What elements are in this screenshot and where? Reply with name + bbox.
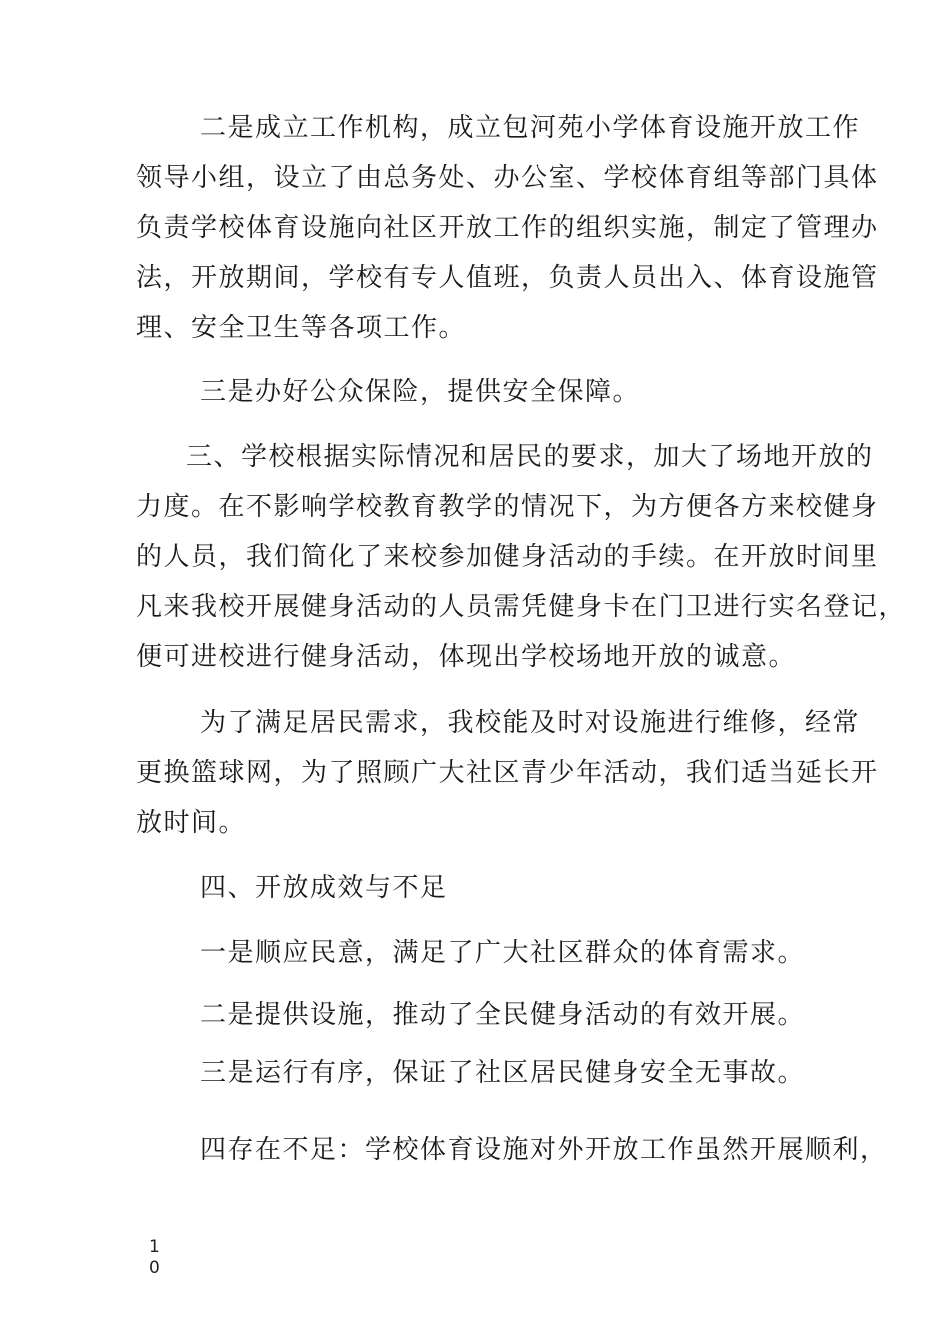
text-line: 一是顺应民意，满足了广大社区群众的体育需求。 <box>200 938 806 968</box>
text-line: 的人员，我们简化了来校参加健身活动的手续。在开放时间里 <box>136 542 879 572</box>
page-number: 0 <box>149 1258 160 1278</box>
section-heading-four: 四、开放成效与不足 <box>200 873 448 903</box>
text-line: 更换篮球网，为了照顾广大社区青少年活动，我们适当延长开 <box>136 758 879 788</box>
text-line: 三是运行有序，保证了社区居民健身安全无事故。 <box>200 1058 806 1088</box>
text-line: 放时间。 <box>136 808 247 838</box>
section-heading-three: 三、学校根据实际情况和居民的要求，加大了场地开放的 <box>186 442 874 472</box>
text-line: 凡来我校开展健身活动的人员需凭健身卡在门卫进行实名登记， <box>136 592 907 622</box>
text-line: 力度。在不影响学校教育教学的情况下，为方便各方来校健身 <box>136 492 879 522</box>
text-line: 理、安全卫生等各项工作。 <box>136 313 467 343</box>
text-line: 四存在不足：学校体育设施对外开放工作虽然开展顺利， <box>200 1135 888 1165</box>
text-line: 领导小组，设立了由总务处、办公室、学校体育组等部门具体 <box>136 163 879 193</box>
text-line: 法，开放期间，学校有专人值班，负责人员出入、体育设施管 <box>136 263 879 293</box>
text-line: 为了满足居民需求，我校能及时对设施进行维修，经常 <box>200 708 861 738</box>
page-number: 1 <box>149 1237 160 1257</box>
text-line: 二是提供设施，推动了全民健身活动的有效开展。 <box>200 1000 806 1030</box>
text-line: 二是成立工作机构，成立包河苑小学体育设施开放工作 <box>200 113 861 143</box>
text-line: 三是办好公众保险，提供安全保障。 <box>200 377 641 407</box>
text-line: 负责学校体育设施向社区开放工作的组织实施，制定了管理办 <box>136 213 879 243</box>
text-line: 便可进校进行健身活动，体现出学校场地开放的诚意。 <box>136 642 797 672</box>
